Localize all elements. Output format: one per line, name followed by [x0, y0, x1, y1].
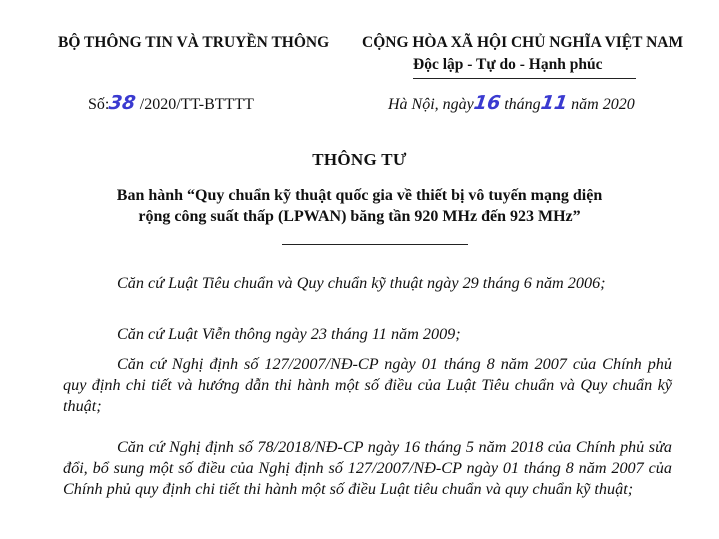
handwritten-document-number: 38	[107, 92, 138, 114]
title-underline	[282, 244, 468, 245]
date-month-label: tháng	[504, 96, 541, 113]
paragraph-legal-basis-3: Căn cứ Nghị định số 127/2007/NĐ-CP ngày 01 tháng 8 năm 2007 của Chính phủ quy định chi tiết và hướng dẫn thi hành một số điều của Luật Tiêu chuẩn và Quy chuẩn kỹ thuật;	[63, 355, 672, 415]
handwritten-day: 16	[472, 92, 502, 114]
handwritten-month: 11	[539, 92, 569, 114]
motto-underline	[413, 78, 636, 79]
document-number	[88, 92, 254, 114]
republic-name: CỘNG HÒA XÃ HỘI CHỦ NGHĨA VIỆT NAM	[362, 34, 684, 51]
document-number-suffix: /2020/TT-BTTTT	[139, 96, 254, 113]
document-type-heading: THÔNG TƯ	[312, 150, 407, 169]
document-title-line-1: Ban hành “Quy chuẩn kỹ thuật quốc gia về thiết bị vô tuyến mạng diện	[116, 187, 603, 204]
date-place-prefix: Hà Nội, ngày	[388, 96, 474, 113]
paragraph-legal-basis-4: Căn cứ Nghị định số 78/2018/NĐ-CP ngày 16 tháng 5 năm 2018 của Chính phủ sửa đổi, bổ sung một số điều của Nghị định số 127/2007/NĐ-CP ngày 01 tháng 8 năm 2007 của Chính phủ quy định chi tiết thi hành một số điều Luật tiêu chuẩn và quy chuẩn kỹ thuật;	[63, 438, 672, 498]
paragraph-legal-basis-2: Căn cứ Luật Viễn thông ngày 23 tháng 11 năm 2009;	[117, 325, 461, 343]
document-date	[388, 92, 635, 114]
document-number-prefix: Số:	[88, 96, 110, 113]
national-motto: Độc lập - Tự do - Hạnh phúc	[413, 56, 603, 73]
document-title-line-2: rộng công suất thấp (LPWAN) băng tần 920 MHz đến 923 MHz”	[138, 208, 581, 225]
paragraph-legal-basis-1: Căn cứ Luật Tiêu chuẩn và Quy chuẩn kỹ thuật ngày 29 tháng 6 năm 2006;	[117, 274, 606, 292]
date-year: năm 2020	[571, 96, 635, 113]
ministry-name: BỘ THÔNG TIN VÀ TRUYỀN THÔNG	[58, 34, 330, 51]
